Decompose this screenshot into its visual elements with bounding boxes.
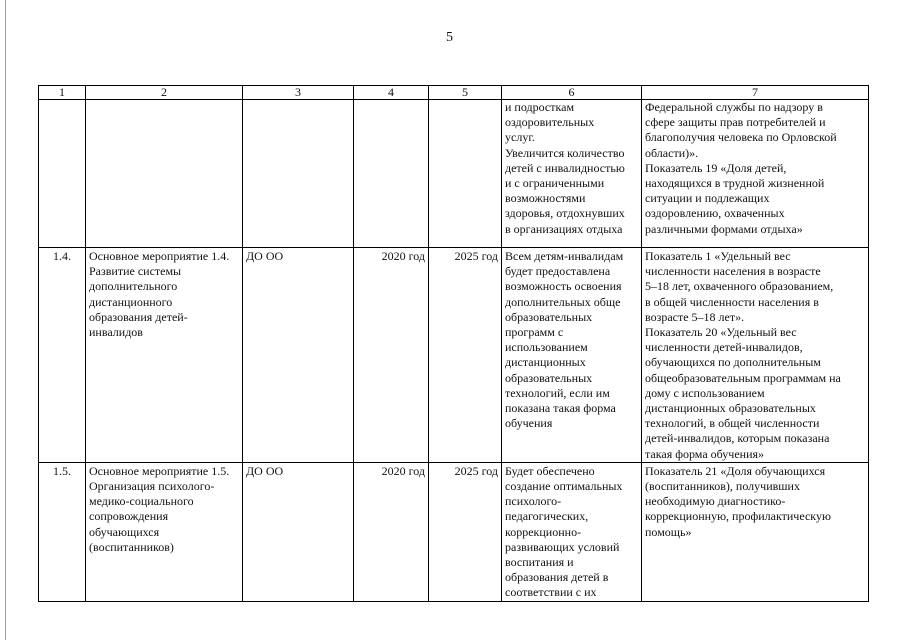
- cell-text-line: 5–18 лет, охваченного образованием,: [645, 279, 834, 294]
- page-number: 5: [446, 30, 453, 45]
- cell-text-line: коррекционно-: [505, 524, 582, 539]
- cell-text-line: соответствии с их: [505, 585, 597, 600]
- column-header: 6: [502, 86, 642, 100]
- cell-text-line: показана такая форма: [505, 401, 616, 416]
- cell-text-line: необходимую диагностико-: [645, 494, 786, 509]
- end-year-cell: 2025 год: [429, 462, 502, 601]
- executor-cell: [243, 100, 354, 248]
- executor-cell: ДО ОО: [243, 462, 354, 601]
- cell-text-line: услуг.: [505, 130, 535, 145]
- start-year-cell: 2020 год: [354, 462, 429, 601]
- expected-result-cell: [502, 100, 642, 248]
- cell-text-line: (воспитанников): [89, 539, 174, 554]
- cell-text-line: численности населения в возрасте: [645, 264, 821, 279]
- cell-text-line: Основное мероприятие 1.5.: [89, 463, 230, 478]
- indicator-cell: [642, 248, 869, 463]
- measure-name-cell: [86, 462, 243, 601]
- cell-text-line: такая форма обучения»: [645, 446, 765, 461]
- cell-text-line: помощь»: [645, 524, 692, 539]
- column-header: 7: [642, 86, 869, 100]
- cell-text-line: использованием: [505, 340, 588, 355]
- indicator-cell: [642, 100, 869, 248]
- start-year-cell: 2020 год: [354, 248, 429, 463]
- scan-edge-line: [5, 0, 6, 640]
- cell-text-line: возможностями: [505, 191, 586, 206]
- cell-text-line: воспитания и: [505, 555, 574, 570]
- table-row: [39, 100, 869, 248]
- cell-text-line: возможность освоения: [505, 279, 622, 294]
- table-header-row: [39, 86, 869, 100]
- column-header: 4: [354, 86, 429, 100]
- cell-text-line: здоровья, отдохнувших: [505, 206, 625, 221]
- cell-text-line: технологий, если им: [505, 385, 610, 400]
- expected-result-cell: [502, 462, 642, 601]
- cell-text-line: обучающихся по дополнительным: [645, 355, 821, 370]
- cell-text-line: и подросткам: [505, 100, 575, 114]
- cell-text-line: Всем детям-инвалидам: [505, 249, 624, 263]
- table-row: [39, 248, 869, 463]
- cell-text-line: оздоровительных: [505, 115, 595, 130]
- measure-name-cell: [86, 248, 243, 463]
- end-year-cell: [429, 100, 502, 248]
- cell-text-line: (воспитанников), получивших: [645, 479, 800, 494]
- cell-text-line: в организациях отдыха: [505, 221, 623, 236]
- cell-text-line: находящихся в трудной жизненной: [645, 176, 825, 191]
- cell-text-line: образования детей-: [89, 309, 188, 324]
- cell-text-line: обучающихся: [89, 524, 160, 539]
- cell-text-line: дистанционного: [89, 294, 173, 309]
- column-header: 3: [243, 86, 354, 100]
- cell-text-line: Организация психолого-: [89, 479, 215, 494]
- cell-text-line: обучения: [505, 416, 553, 431]
- cell-text-line: сфере защиты прав потребителей и: [645, 115, 826, 130]
- cell-text-line: дистанционных образовательных: [645, 401, 816, 416]
- row-number-cell: 1.5.: [39, 462, 86, 601]
- measures-table: [38, 85, 869, 602]
- cell-text-line: детей с инвалидностью: [505, 160, 625, 175]
- cell-text-line: педагогических,: [505, 509, 589, 524]
- cell-text-line: образовательных: [505, 309, 593, 324]
- cell-text-line: Федеральной службы по надзору в: [645, 100, 823, 114]
- cell-text-line: психолого-: [505, 494, 562, 509]
- executor-cell: ДО ОО: [243, 248, 354, 463]
- cell-text-line: и с ограниченными: [505, 176, 605, 191]
- cell-text-line: развивающих условий: [505, 539, 620, 554]
- cell-text-line: инвалидов: [89, 325, 143, 340]
- row-number-cell: [39, 100, 86, 248]
- cell-text-line: возрасте 5–18 лет».: [645, 309, 745, 324]
- cell-text-line: Показатель 20 «Удельный вес: [645, 325, 797, 340]
- cell-text-line: технологий, в общей численности: [645, 416, 820, 431]
- end-year-cell: 2025 год: [429, 248, 502, 463]
- cell-text-line: дополнительного: [89, 279, 178, 294]
- column-header: 5: [429, 86, 502, 100]
- cell-text-line: программ с: [505, 325, 564, 340]
- cell-text-line: Развитие системы: [89, 264, 182, 279]
- cell-text-line: Основное мероприятие 1.4.: [89, 249, 230, 263]
- table-row: [39, 462, 869, 601]
- cell-text-line: детей-инвалидов, которым показана: [645, 431, 830, 446]
- cell-text-line: медико-социального: [89, 494, 194, 509]
- cell-text-line: сопровождения: [89, 509, 169, 524]
- row-number-cell: 1.4.: [39, 248, 86, 463]
- measure-name-cell: [86, 100, 243, 248]
- cell-text-line: в общей численности населения в: [645, 294, 819, 309]
- start-year-cell: [354, 100, 429, 248]
- cell-text-line: дому с использованием: [645, 385, 765, 400]
- column-header: 1: [39, 86, 86, 100]
- expected-result-cell: [502, 248, 642, 463]
- cell-text-line: будет предоставлена: [505, 264, 611, 279]
- cell-text-line: Показатель 21 «Доля обучающихся: [645, 463, 826, 478]
- cell-text-line: ситуации и подлежащих: [645, 191, 770, 206]
- cell-text-line: Будет обеспечено: [505, 463, 595, 478]
- cell-text-line: области)».: [645, 145, 699, 160]
- cell-text-line: Показатель 1 «Удельный вес: [645, 249, 791, 263]
- column-header: 2: [86, 86, 243, 100]
- cell-text-line: дополнительных обще: [505, 294, 621, 309]
- cell-text-line: общеобразовательным программам на: [645, 370, 841, 385]
- cell-text-line: Показатель 19 «Доля детей,: [645, 160, 787, 175]
- cell-text-line: дистанционных: [505, 355, 586, 370]
- cell-text-line: различными формами отдыха»: [645, 221, 803, 236]
- cell-text-line: численности детей-инвалидов,: [645, 340, 803, 355]
- cell-text-line: оздоровлению, охваченных: [645, 206, 785, 221]
- indicator-cell: [642, 462, 869, 601]
- cell-text-line: создание оптимальных: [505, 479, 623, 494]
- cell-text-line: образования детей в: [505, 570, 609, 585]
- cell-text-line: образовательных: [505, 370, 593, 385]
- cell-text-line: коррекционную, профилактическую: [645, 509, 831, 524]
- cell-text-line: Увеличится количество: [505, 145, 625, 160]
- cell-text-line: благополучия человека по Орловской: [645, 130, 837, 145]
